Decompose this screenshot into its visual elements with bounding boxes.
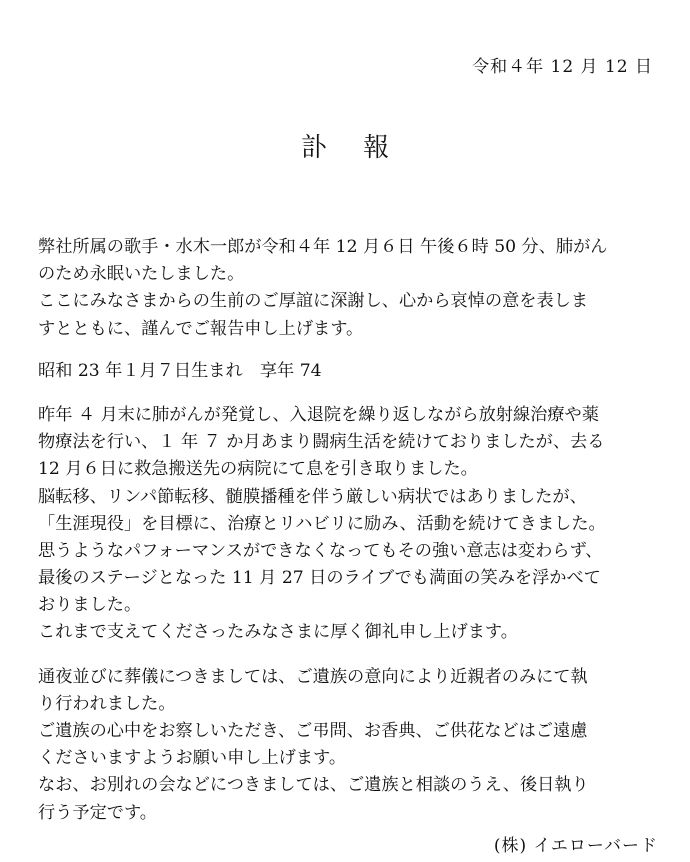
paragraph-announcement	[38, 234, 670, 343]
text-line: 弊社所属の歌手・水木一郎が令和４年 12 月６日 午後６時 50 分、肺がん	[38, 237, 608, 257]
paragraph-details	[38, 402, 670, 647]
document-title: 訃 報	[300, 133, 404, 163]
text-line: 行う予定です。	[38, 802, 157, 823]
text-line: 通夜並びに葬儀につきましては、ご遺族の意向により近親者のみにて執	[38, 666, 588, 687]
paragraph-funeral	[38, 664, 670, 827]
paragraph-birth	[38, 358, 670, 385]
text-line: なお、お別れの会などにつきましては、ご遺族と相談のうえ、後日執り	[38, 775, 589, 796]
text-line: ご遺族の心中をお察しいただき、ご弔問、お香典、ご供花などはご遠慮	[38, 721, 588, 741]
text-line: ここにみなさまからの生前のご厚誼に深謝し、心から哀悼の意を表しま	[38, 291, 589, 312]
text-line: 物療法を行い、１ 年 ７ か月あまり闘病生活を続けておりましたが、去る	[38, 432, 605, 453]
text-line: 最後のステージとなった 11 月 27 日のライブでも満面の笑みを浮かべて	[38, 568, 601, 589]
document-date: 令和４年 12 月 12 日	[472, 57, 653, 77]
document-body	[38, 234, 670, 827]
text-line: 脳転移、リンパ節転移、髄膜播種を伴う厳しい病状ではありましたが、	[38, 486, 587, 507]
text-line: くださいますようお願い申し上げます。	[38, 748, 347, 769]
text-line: おりました。	[38, 595, 142, 616]
text-line: すとともに、謹んでご報告申し上げます。	[38, 318, 364, 339]
text-line: 12 月６日に救急搬送先の病院にて息を引き取りました。	[38, 459, 478, 480]
company-signature: (株) イエローバード	[493, 836, 658, 856]
text-line: り行われました。	[38, 693, 176, 714]
text-line: 「生涯現役」を目標に、治療とリハビリに励み、活動を続けてきました。	[38, 513, 606, 534]
text-line: のため永眠いたしました。	[38, 264, 245, 285]
text-line: 思うようなパフォーマンスができなくなってもその強い意志は変わらず、	[38, 540, 603, 561]
text-line: 昨年 ４ 月末に肺がんが発覚し、入退院を繰り返しながら放射線治療や薬	[38, 404, 599, 425]
text-line: これまで支えてくださったみなさまに厚く御礼申し上げます。	[38, 622, 518, 643]
text-line: 昭和 23 年１月７日生まれ 享年 74	[38, 360, 322, 381]
